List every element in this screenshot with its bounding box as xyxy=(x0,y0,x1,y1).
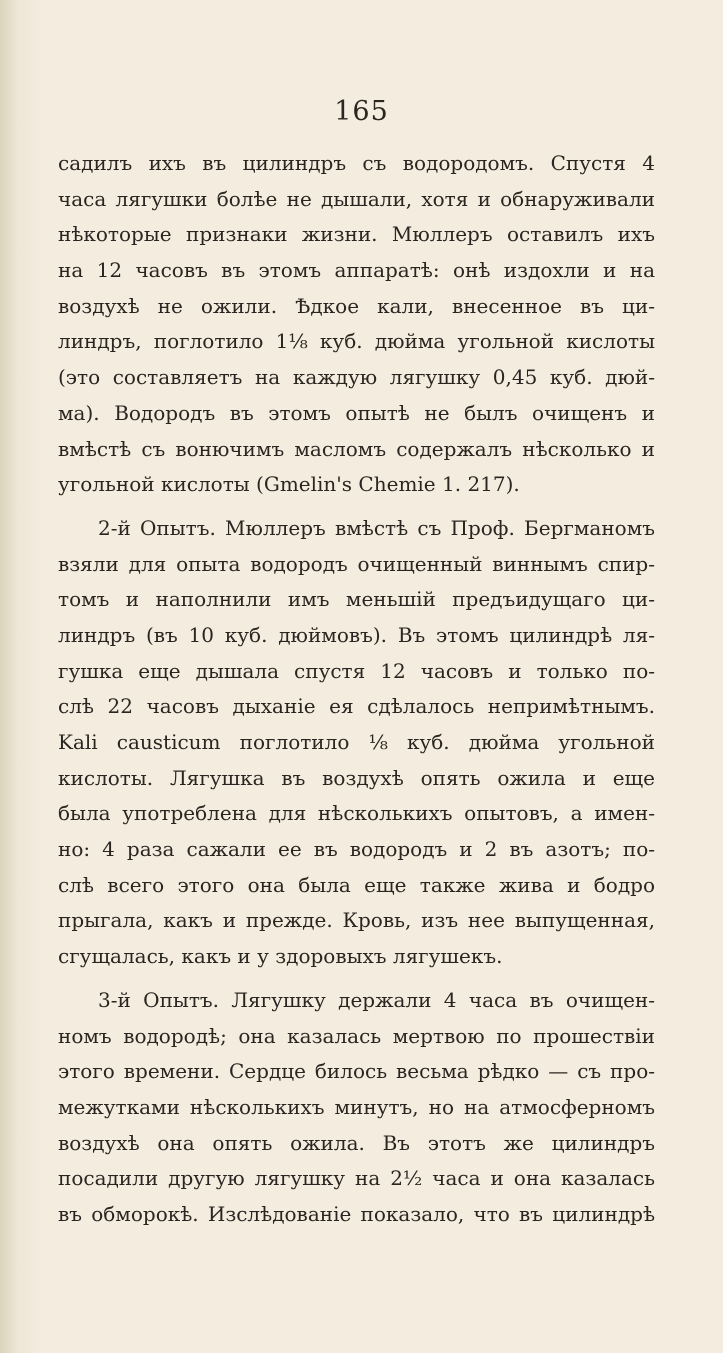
text-line: 2-й Опытъ. Мюллеръ вмѣстѣ съ Проф. Бергманомъ xyxy=(98,515,655,540)
paragraph-spacer xyxy=(58,503,655,511)
text-line: ма). Водородъ въ этомъ опытѣ не былъ очищенъ и xyxy=(58,400,655,425)
text-line: воздухѣ она опять ожила. Въ этотъ же цилиндръ xyxy=(58,1130,655,1155)
text-line: 3-й Опытъ. Лягушку держали 4 часа въ очищен- xyxy=(98,987,655,1012)
text-line: прыгала, какъ и прежде. Кровь, изъ нее выпущенная, xyxy=(58,908,655,933)
text-line: на 12 часовъ въ этомъ аппаратѣ: онѣ издохли и на xyxy=(58,258,655,283)
page-text xyxy=(58,146,655,1233)
text-line: линдръ (въ 10 куб. дюймовъ). Въ этомъ цилиндрѣ ля- xyxy=(58,622,655,647)
paragraph-2 xyxy=(58,511,655,975)
text-line: межутками нѣсколькихъ минутъ, но на атмосферномъ xyxy=(58,1094,655,1119)
text-line: взяли для опыта водородъ очищенный виннымъ спир- xyxy=(58,551,655,576)
paragraph-1 xyxy=(58,146,655,503)
text-line: вмѣстѣ съ вонючимъ масломъ содержалъ нѣсколько и xyxy=(58,436,655,461)
text-line: слѣ всего этого она была еще также жива и бодро xyxy=(58,872,655,897)
text-line: сгущалась, какъ и у здоровыхъ лягушекъ. xyxy=(58,944,503,969)
paragraph-spacer xyxy=(58,975,655,983)
text-line: воздухѣ не ожили. Ѣдкое кали, внесенное въ ци- xyxy=(58,293,655,318)
text-line: томъ и наполнили имъ меньшій предъидущаго ци- xyxy=(58,587,655,612)
text-line: Kali causticum поглотило ⅛ куб. дюйма угольной xyxy=(58,730,655,754)
text-line: въ обморокѣ. Изслѣдованіе показало, что въ цилиндрѣ xyxy=(58,1201,655,1226)
text-line: была употреблена для нѣсколькихъ опытовъ, а имен- xyxy=(58,801,655,826)
text-line: часа лягушки болѣе не дышали, хотя и обнаруживали xyxy=(58,186,655,211)
text-line: посадили другую лягушку на 2½ часа и она казалась xyxy=(58,1166,655,1191)
page-number: 165 xyxy=(334,96,389,127)
text-line: нѣкоторые признаки жизни. Мюллеръ оставилъ ихъ xyxy=(58,222,655,247)
text-line: садилъ ихъ въ цилиндръ съ водородомъ. Спустя 4 xyxy=(58,151,655,175)
text-line: угольной кислоты (Gmelin's Chemie 1. 217). xyxy=(58,472,520,497)
text-line: (это составляетъ на каждую лягушку 0,45 куб. дюй- xyxy=(58,365,655,390)
text-line: но: 4 раза сажали ее въ водородъ и 2 въ азотъ; по- xyxy=(58,837,655,862)
text-line: линдръ, поглотило 1⅛ куб. дюйма угольной кислоты xyxy=(58,329,655,354)
paragraph-3 xyxy=(58,983,655,1233)
text-line: кислоты. Лягушка въ воздухѣ опять ожила и еще xyxy=(58,765,655,790)
text-line: слѣ 22 часовъ дыханіе ея сдѣлалось непримѣтнымъ. xyxy=(58,694,655,719)
text-line: этого времени. Сердце билось весьма рѣдко — съ про- xyxy=(58,1059,655,1084)
text-line: гушка еще дышала спустя 12 часовъ и только по- xyxy=(58,658,655,683)
text-line: номъ водородѣ; она казалась мертвою по прошествіи xyxy=(58,1023,655,1048)
